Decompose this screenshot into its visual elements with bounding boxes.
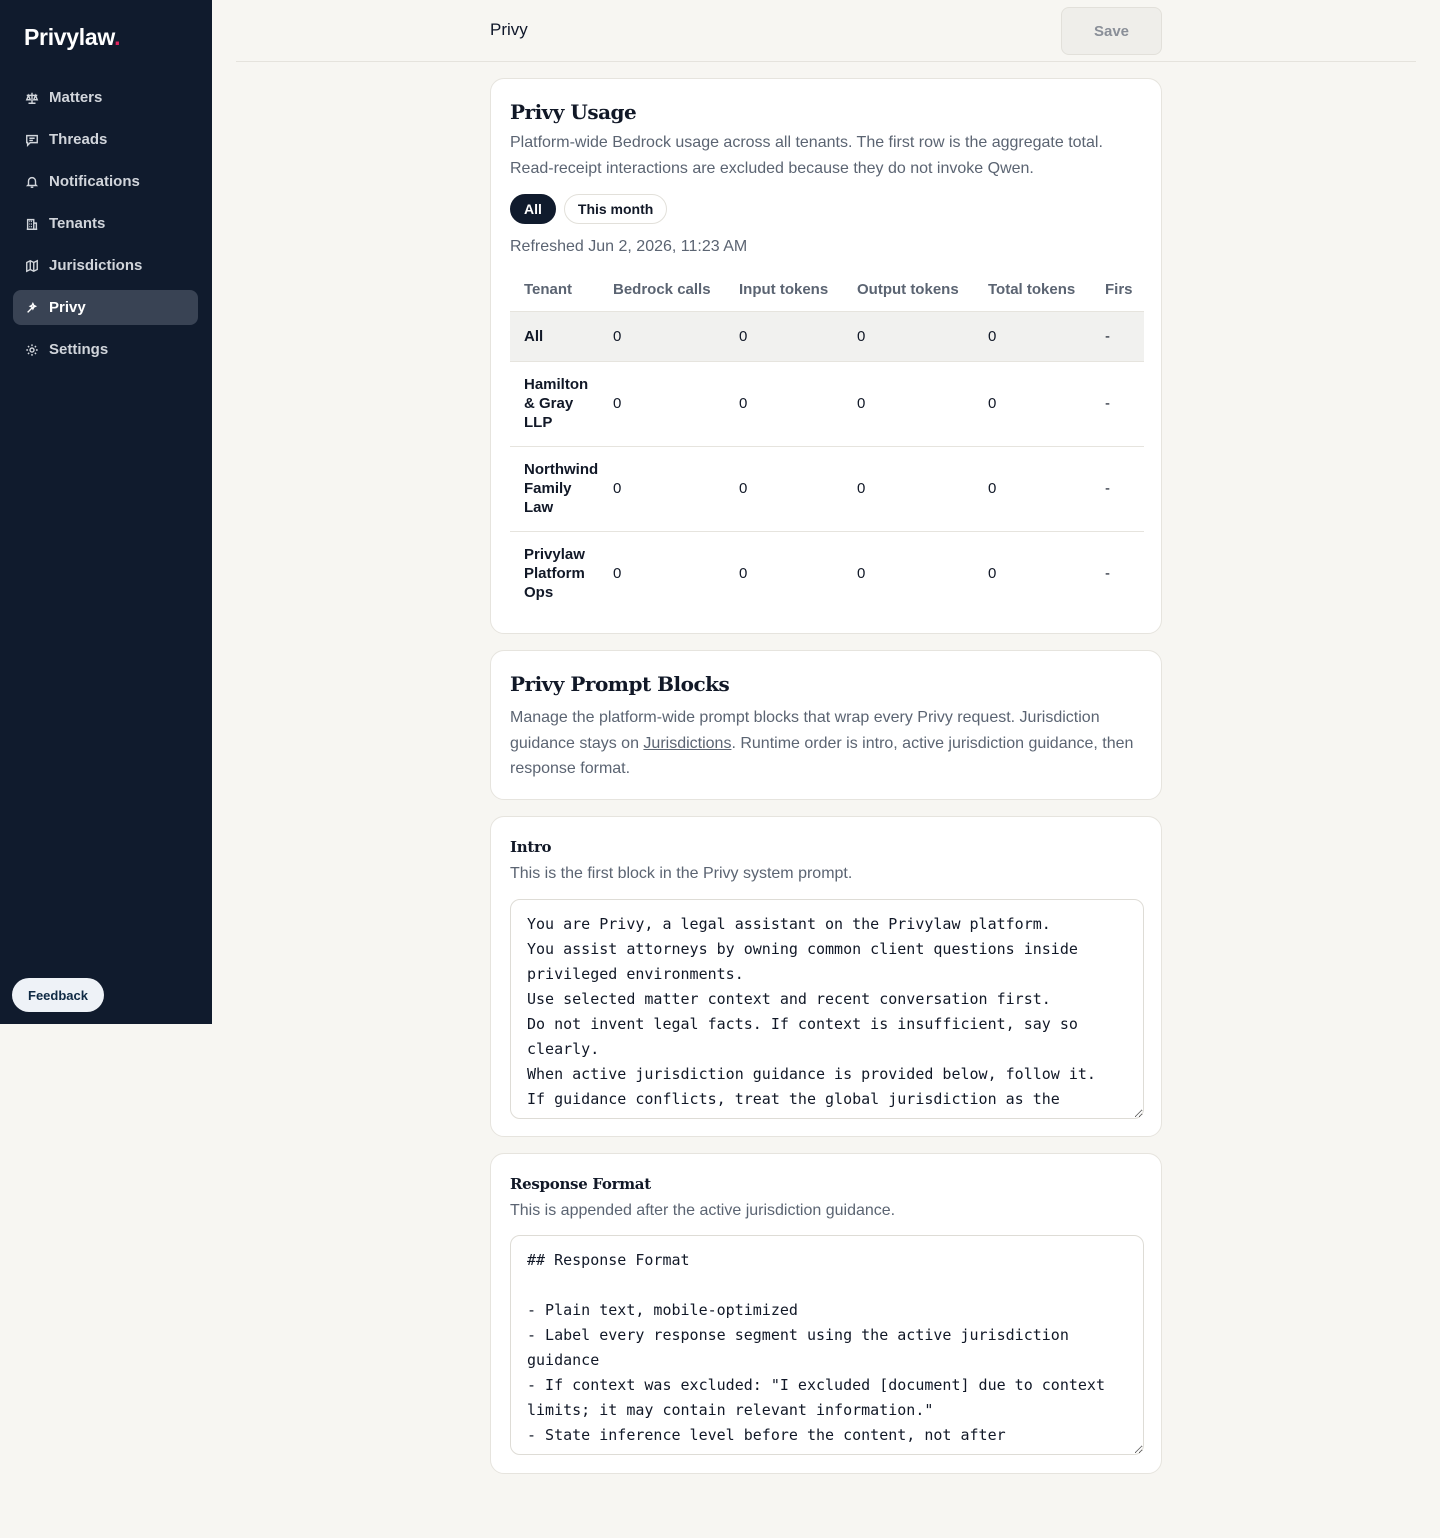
response-format-card [490,1153,1162,1474]
output-cell: 0 [857,531,988,615]
brand-logo[interactable] [24,24,120,51]
total-cell: 0 [988,361,1105,446]
prompt-blocks-card [490,650,1162,800]
top-bar [236,0,1416,62]
sidebar-item-label: Threads [49,131,108,148]
column-header-output-tokens[interactable]: Output tokens [857,281,959,298]
brand-name: Privylaw [24,24,115,50]
usage-title: Privy Usage [510,100,637,124]
column-header-first[interactable]: Firs [1105,281,1133,298]
intro-title: Intro [510,838,552,856]
tenant-cell: Northwind Family Law [510,446,613,531]
input-cell: 0 [739,361,857,446]
calls-cell: 0 [613,531,739,615]
first-cell: - [1105,361,1144,446]
tenant-cell: Privylaw Platform Ops [510,531,613,615]
sidebar-item-label: Notifications [49,173,140,190]
tenant-cell: All [510,311,613,361]
column-header-bedrock-calls[interactable]: Bedrock calls [613,281,711,298]
sidebar-item-label: Settings [49,341,109,358]
bell-icon [25,175,39,189]
column-header-total-tokens[interactable]: Total tokens [988,281,1076,298]
table-row [510,446,1144,531]
total-cell: 0 [988,446,1105,531]
chat-icon [25,133,39,147]
table-header-row [510,273,1144,311]
total-cell: 0 [988,531,1105,615]
column-header-input-tokens[interactable]: Input tokens [739,281,829,298]
sidebar-item-label: Matters [49,89,103,106]
input-cell: 0 [739,446,857,531]
input-cell: 0 [739,531,857,615]
gear-icon [25,343,39,357]
calls-cell: 0 [613,361,739,446]
calls-cell: 0 [613,311,739,361]
usage-table [510,273,1144,615]
sidebar-item-settings[interactable] [13,332,198,367]
prompt-blocks-description [510,705,1140,782]
response-format-description: This is appended after the active jurisdiction guidance. [510,1202,896,1219]
first-cell: - [1105,446,1144,531]
calls-cell: 0 [613,446,739,531]
sidebar-item-privy[interactable] [13,290,198,325]
total-cell: 0 [988,311,1105,361]
prompt-blocks-title: Privy Prompt Blocks [510,672,730,696]
page-title: Privy [490,20,528,39]
sparkle-icon [25,301,39,315]
refreshed-timestamp: Refreshed Jun 2, 2026, 11:23 AM [510,238,748,255]
usage-table-scroll[interactable] [510,273,1144,615]
response-format-textarea[interactable] [510,1235,1144,1455]
first-cell: - [1105,311,1144,361]
feedback-button[interactable]: Feedback [12,978,104,1012]
sidebar-item-matters[interactable] [13,80,198,115]
intro-textarea[interactable] [510,899,1144,1119]
sidebar-item-notifications[interactable] [13,164,198,199]
save-button[interactable]: Save [1061,7,1162,55]
jurisdictions-link[interactable]: Jurisdictions [643,734,732,752]
output-cell: 0 [857,446,988,531]
sidebar-item-threads[interactable] [13,122,198,157]
output-cell: 0 [857,361,988,446]
sidebar-item-tenants[interactable] [13,206,198,241]
prompt-blocks-desc-text-end: . Runtime order is intro, active jurisdiction guidance, then response format. [510,734,1134,777]
map-icon [25,259,39,273]
column-header-tenant[interactable]: Tenant [524,281,573,298]
sidebar-item-label: Tenants [49,215,106,232]
output-cell: 0 [857,311,988,361]
usage-card [490,78,1162,634]
prompt-blocks-desc-text: Manage the platform-wide prompt blocks that wrap every Privy request. Jurisdiction guidance stays on [510,709,1100,752]
usage-description: Platform-wide Bedrock usage across all tenants. The first row is the aggregate total. Read-receipt interactions are excluded because they do not invoke Qwen. [510,134,1103,177]
first-cell: - [1105,531,1144,615]
scale-icon [25,91,39,105]
filter-all-button[interactable]: All [510,194,556,224]
intro-card [490,816,1162,1137]
input-cell: 0 [739,311,857,361]
sidebar-item-jurisdictions[interactable] [13,248,198,283]
sidebar [0,0,212,1024]
table-row [510,531,1144,615]
sidebar-item-label: Jurisdictions [49,257,143,274]
usage-filter-group [510,194,667,224]
table-row-aggregate [510,311,1144,361]
intro-description: This is the first block in the Privy system prompt. [510,865,853,882]
sidebar-nav [13,80,198,374]
sidebar-item-label: Privy [49,299,86,316]
brand-dot: . [114,24,121,50]
table-row [510,361,1144,446]
filter-this-month-button[interactable]: This month [564,194,667,224]
tenant-cell: Hamilton & Gray LLP [510,361,613,446]
response-format-title: Response Format [510,1175,651,1193]
building-icon [25,217,39,231]
